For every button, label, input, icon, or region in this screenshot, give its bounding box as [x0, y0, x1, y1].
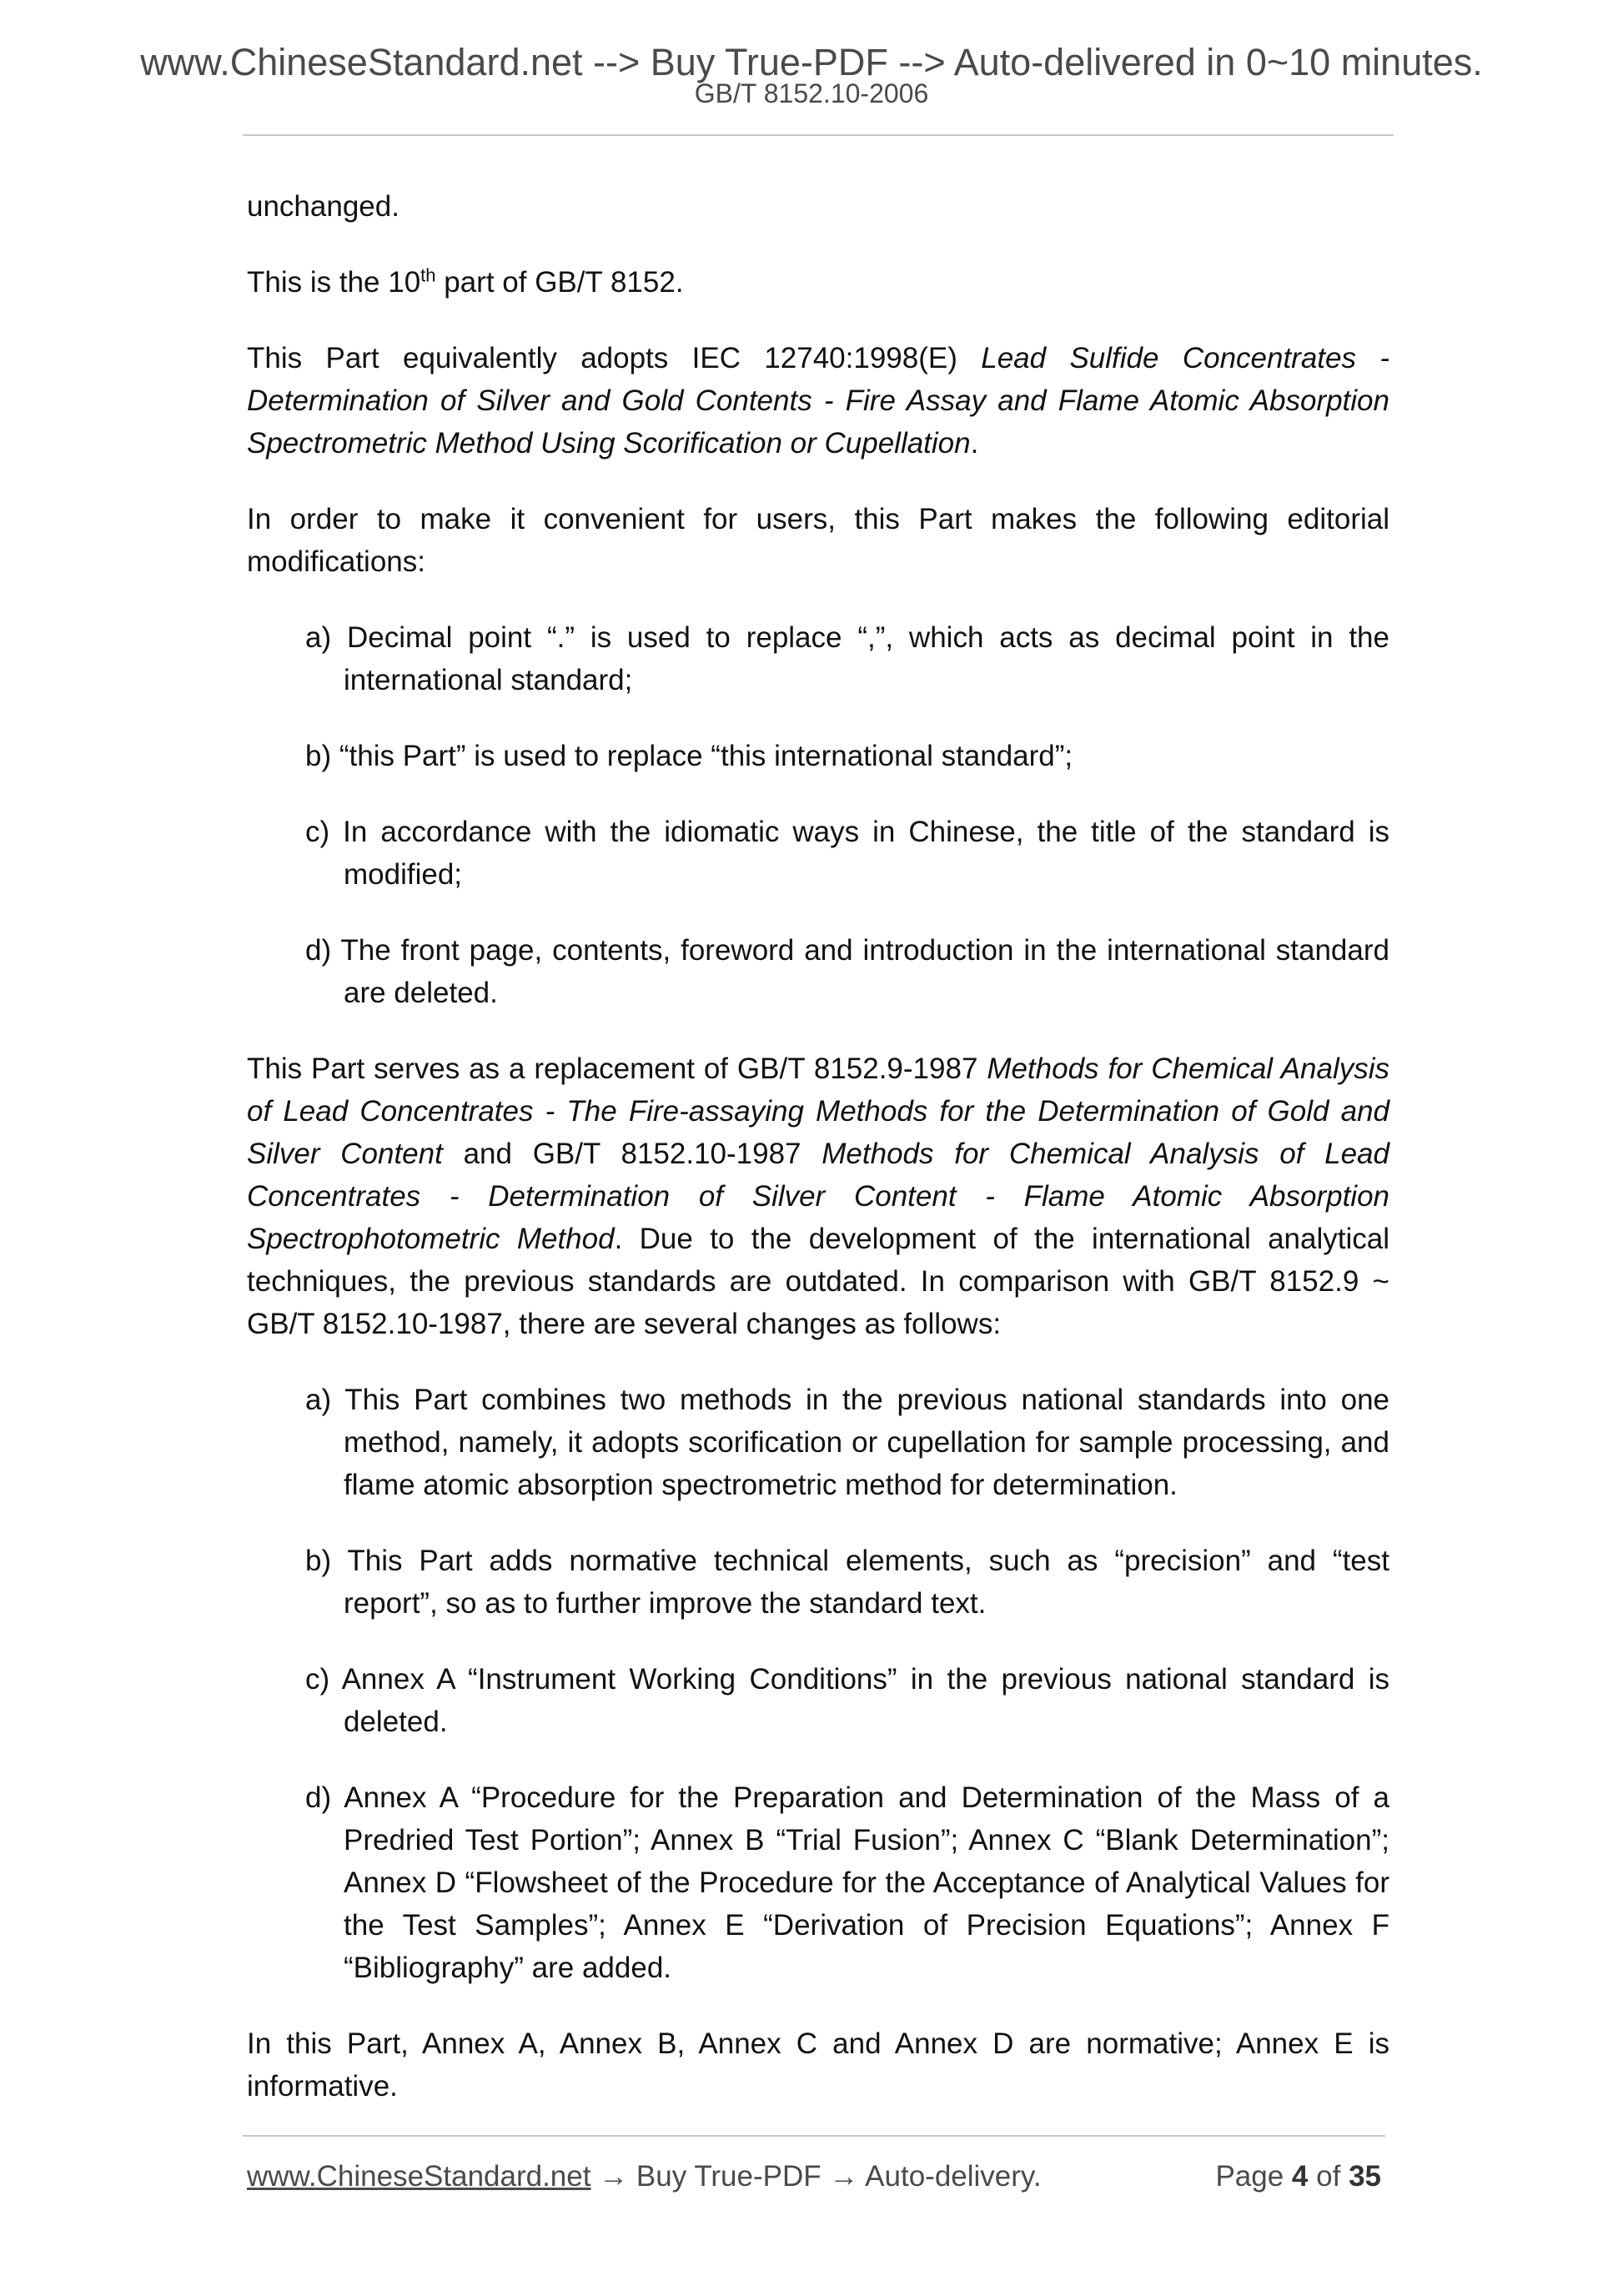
- footer-website-link[interactable]: www.ChineseStandard.net: [247, 2160, 591, 2193]
- header-divider: [243, 134, 1394, 136]
- ordinal-superscript: th: [420, 264, 436, 286]
- document-id: GB/T 8152.10-2006: [694, 78, 929, 108]
- list-item: c) In accordance with the idiomatic ways in Chinese, the title of the standard is modified;: [305, 816, 1389, 891]
- paragraph-unchanged: unchanged.: [247, 190, 399, 223]
- replaced-standard-title-1: Methods for Chemical Analysis of Lead Concentrates - The Fire-assaying Methods for the Determination of Gold and Silver Content: [247, 1053, 1389, 1170]
- replaced-standard-title-2: Methods for Chemical Analysis of Lead Concentrates - Determination of Silver Content - Flame Atomic Absorption Spectrophotometric Method: [247, 1138, 1389, 1255]
- total-page-count: 35: [1349, 2160, 1381, 2193]
- iec-title: Lead Sulfide Concentrates - Determination of Silver and Gold Contents - Fire Assay and Flame Atomic Absorption Spectrometric Method Using Scorification or Cupellation: [247, 342, 1389, 460]
- page-body: [247, 185, 1389, 2141]
- list-item: d) Annex A “Procedure for the Preparation and Determination of the Mass of a Predried Test Portion”; Annex B “Trial Fusion”; Annex C “Blank Determination”; Annex D “Flowsheet of the Procedure for the Acceptance of Analytical Values for the Test Samples”; Annex E “Derivation of Precision Equations”; Annex F “Bibliography” are added.: [305, 1781, 1389, 1984]
- list-item: a) This Part combines two methods in the previous national standards into one method, namely, it adopts scorification or cupellation for sample processing, and flame atomic absorption spectrometric method for determination.: [305, 1384, 1389, 1501]
- page-footer: [247, 2158, 1381, 2195]
- current-page-number: 4: [1291, 2160, 1309, 2193]
- list-item: d) The front page, contents, foreword and introduction in the international standard are deleted.: [305, 934, 1389, 1009]
- paragraph-replacement: This Part serves as a replacement of GB/T 8152.9-1987 Methods for Chemical Analysis of Lead Concentrates - The Fire-assaying Methods for the Determination of Gold and Silver Content and GB/T 8152.10-1987 Methods for Chemical Analysis of Lead Concentrates - Determination of Silver Content - Flame Atomic Absorption Spectrophotometric Method. Due to the development of the international analytical techniques, the previous standards are outdated. In comparison with GB/T 8152.9 ~ GB/T 8152.10-1987, there are several changes as follows:: [247, 1053, 1389, 1340]
- list-item: c) Annex A “Instrument Working Conditions” in the previous national standard is deleted.: [305, 1663, 1389, 1738]
- page-indicator: Page 4 of 35: [1215, 2160, 1381, 2193]
- list-item: a) Decimal point “.” is used to replace “,”, which acts as decimal point in the international standard;: [305, 621, 1389, 696]
- paragraph-part-number: This is the 10th part of GB/T 8152.: [247, 264, 684, 299]
- footer-tagline: → Buy True-PDF → Auto-delivery.: [590, 2160, 1042, 2193]
- paragraph-equivalence: This Part equivalently adopts IEC 12740:1998(E) Lead Sulfide Concentrates - Determination of Silver and Gold Contents - Fire Assay and Flame Atomic Absorption Spectrometric Method Using Scorification or Cupellation.: [247, 342, 1389, 460]
- header-banner: www.ChineseStandard.net --> Buy True-PDF --> Auto-delivered in 0~10 minutes.: [140, 41, 1483, 83]
- paragraph-annex-status: In this Part, Annex A, Annex B, Annex C and Annex D are normative; Annex E is informative.: [247, 2027, 1389, 2103]
- list-item: b) “this Part” is used to replace “this international standard”;: [305, 740, 1073, 772]
- paragraph-modifications-intro: In order to make it convenient for users, this Part makes the following editorial modifications:: [247, 503, 1389, 578]
- list-item: b) This Part adds normative technical elements, such as “precision” and “test report”, so as to further improve the standard text.: [305, 1545, 1389, 1620]
- footer-divider: [243, 2135, 1385, 2137]
